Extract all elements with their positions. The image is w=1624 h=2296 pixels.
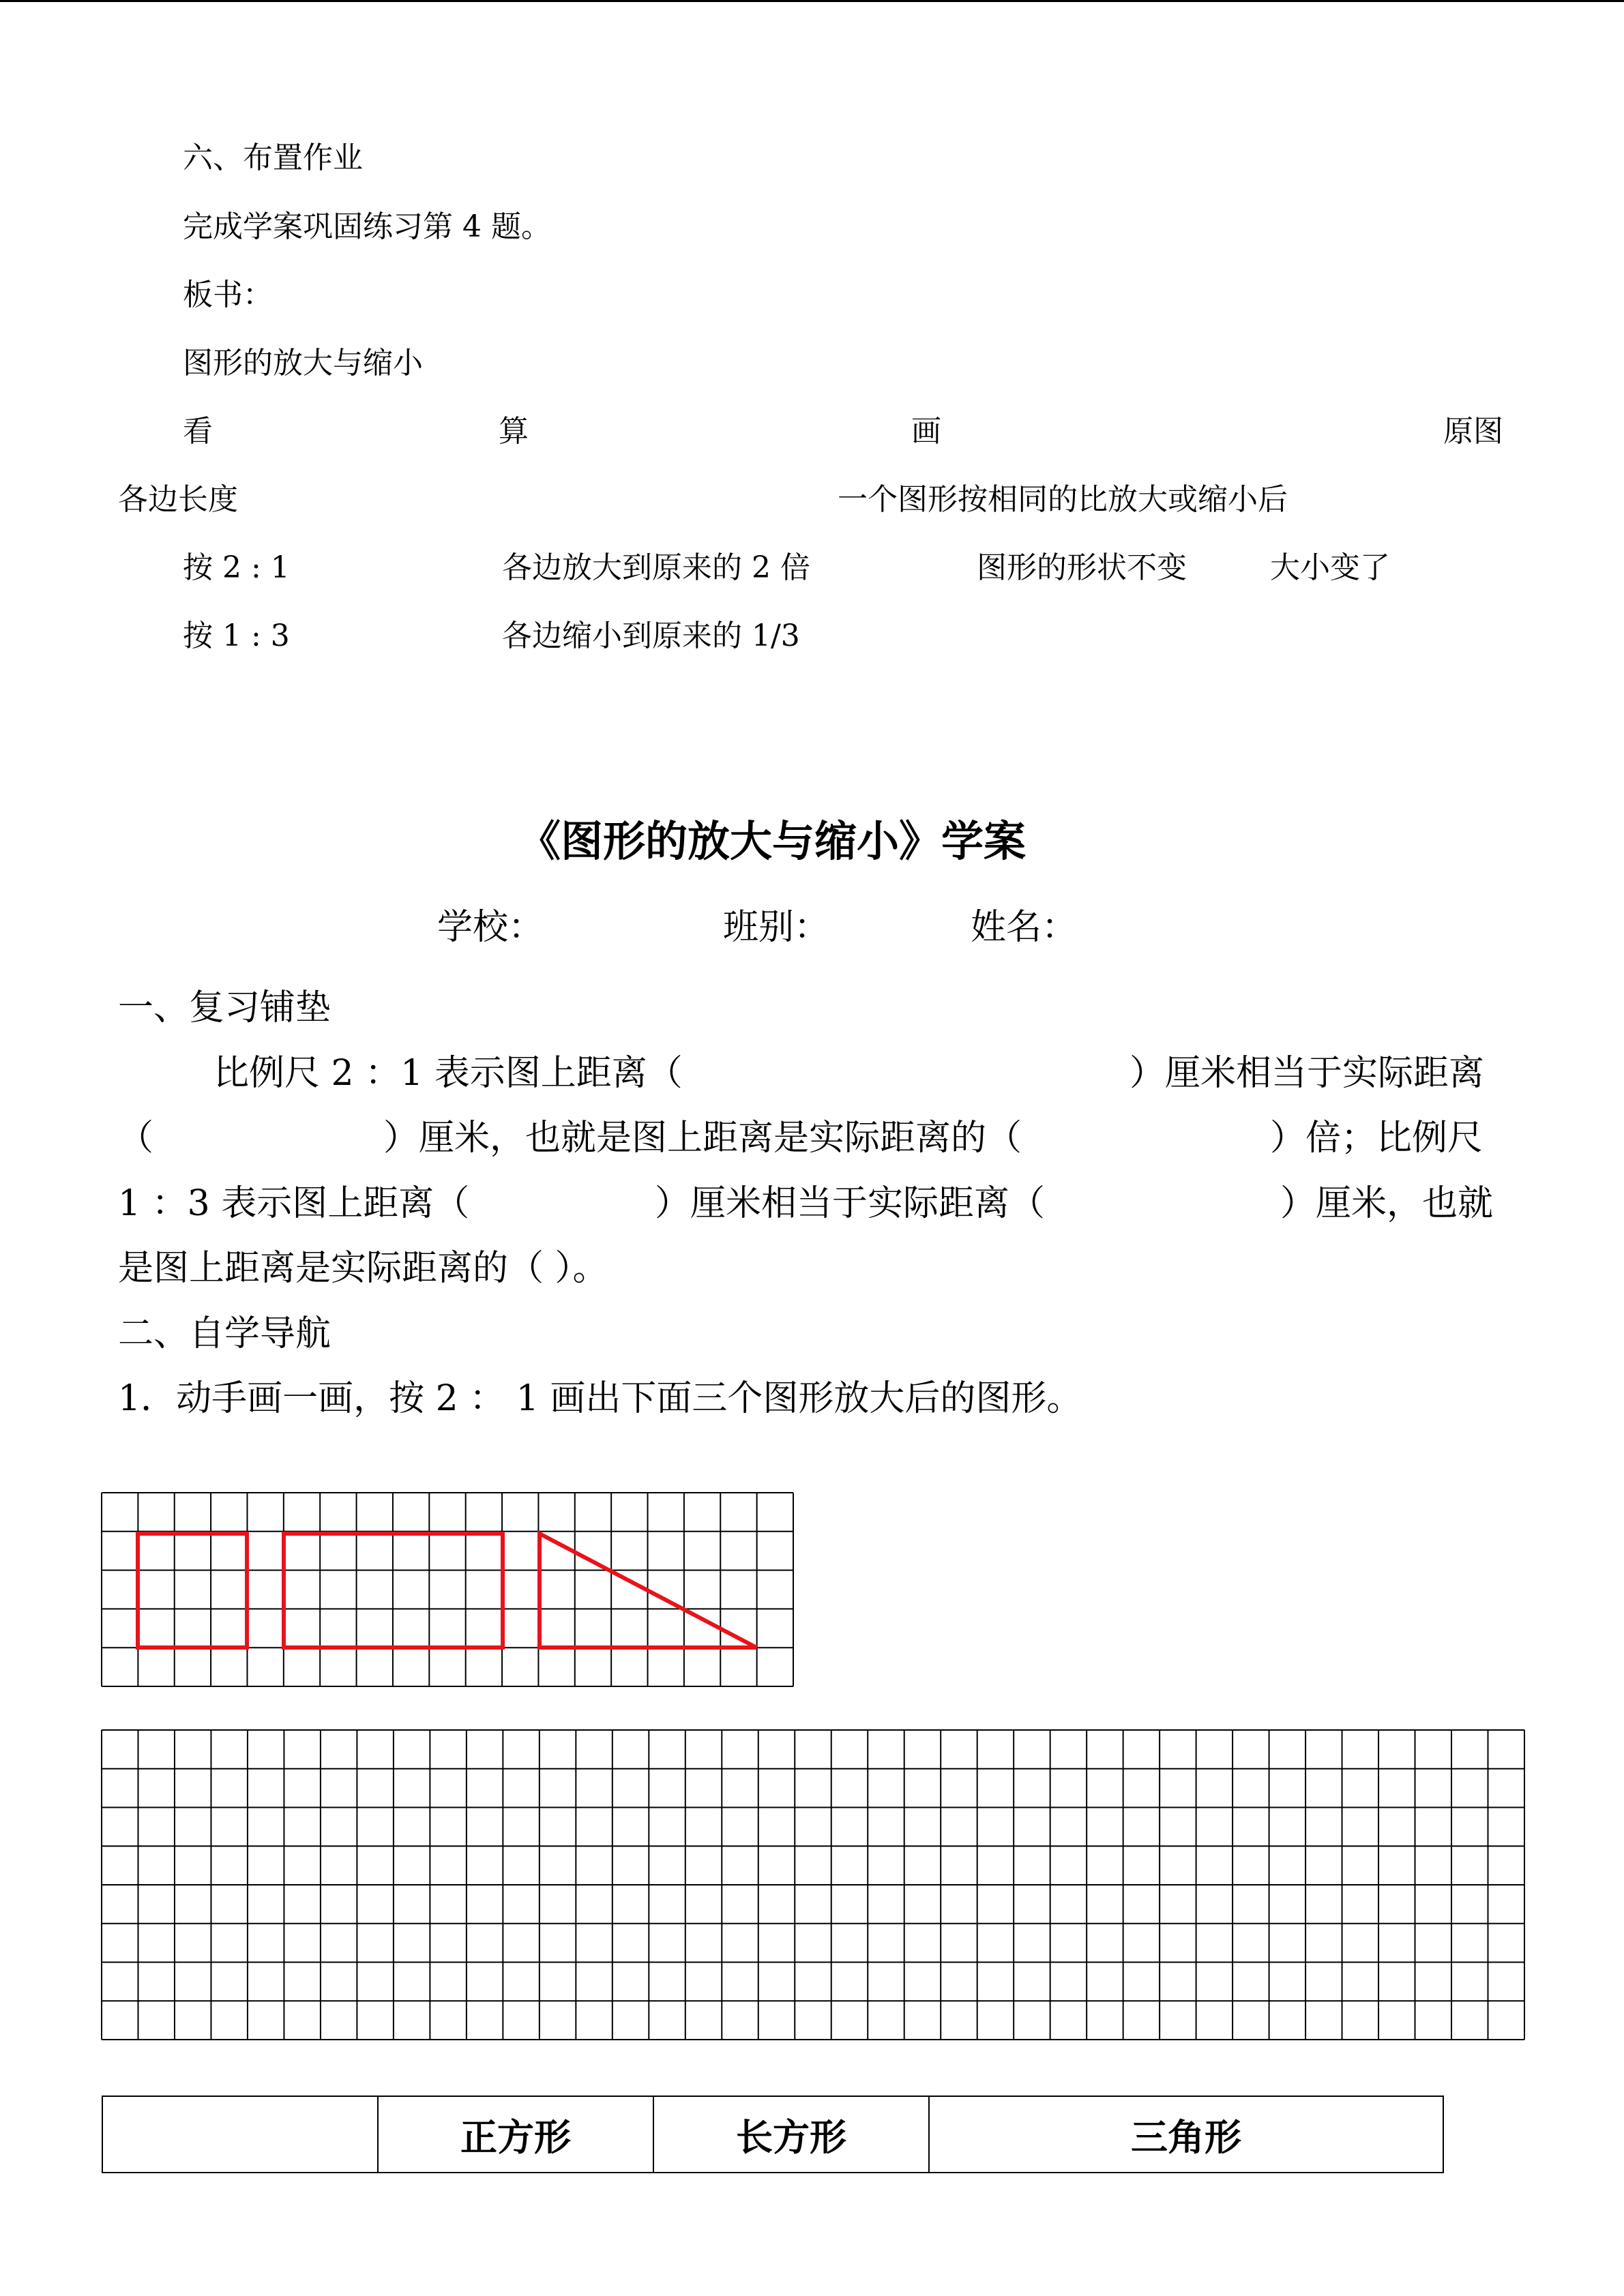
table-header-square: 正方形 [378, 2096, 653, 2173]
board-row-rule: 一个图形按相同的比放大或缩小后 [838, 482, 1288, 517]
original-shapes-grid [101, 1492, 794, 1687]
section-self-study: 二、自学导航 [118, 1313, 331, 1354]
board-shape-same: 图形的形状不变 [977, 550, 1187, 585]
page-title: 《图形的放大与缩小》学案 [518, 816, 1027, 866]
board-col-look: 看 [183, 414, 213, 449]
table-cell-empty [102, 2096, 378, 2173]
review-line2-c: ）倍；比例尺 [1270, 1118, 1483, 1159]
page-top-border [0, 0, 1624, 2]
board-col-calc: 算 [499, 414, 529, 449]
review-line3-b: ）厘米相当于实际距离（ [655, 1183, 1046, 1224]
homework-heading: 六、布置作业 [183, 140, 363, 175]
board-label: 板书： [183, 278, 273, 312]
homework-task: 完成学案巩固练习第 4 题。 [183, 209, 551, 244]
review-line1-b: ）厘米相当于实际距离 [1130, 1053, 1485, 1094]
table-header-triangle: 三角形 [929, 2096, 1443, 2173]
board-ratio-1-3: 按 1 : 3 [183, 618, 290, 653]
board-col-original: 原图 [1443, 414, 1503, 449]
answer-table [102, 2096, 1444, 2173]
board-reduce-desc: 各边缩小到原来的 1/3 [502, 618, 800, 653]
review-line3-a: 1 ：3 表示图上距离（ [118, 1183, 470, 1224]
table-header-rectangle: 长方形 [653, 2096, 929, 2173]
board-col-draw: 画 [911, 414, 941, 449]
review-line3-c: ）厘米，也就 [1280, 1183, 1494, 1224]
section-review: 一、复习铺垫 [118, 987, 331, 1028]
review-line2-a: （ [118, 1118, 154, 1159]
drawing-grid[interactable] [101, 1729, 1525, 2040]
review-line1-a: 比例尺 2 ：1 表示图上距离（ [213, 1053, 683, 1094]
board-ratio-2-1: 按 2 : 1 [183, 550, 290, 585]
board-enlarge-desc: 各边放大到原来的 2 倍 [502, 550, 810, 585]
board-size-changed: 大小变了 [1270, 550, 1390, 585]
red-square [138, 1534, 247, 1648]
question-1: 1．动手画一画，按 2 ： 1 画出下面三个图形放大后的图形。 [118, 1378, 1082, 1419]
board-row-edge-length: 各边长度 [118, 482, 238, 517]
class-label: 班别： [723, 907, 830, 948]
review-line2-b: ）厘米，也就是图上距离是实际距离的（ [383, 1118, 1022, 1159]
review-line4: 是图上距离是实际距离的（ ）。 [118, 1248, 608, 1289]
school-label: 学校： [437, 907, 544, 948]
table-header-row [102, 2096, 1443, 2173]
board-title: 图形的放大与缩小 [183, 346, 423, 381]
name-label: 姓名： [971, 907, 1078, 948]
